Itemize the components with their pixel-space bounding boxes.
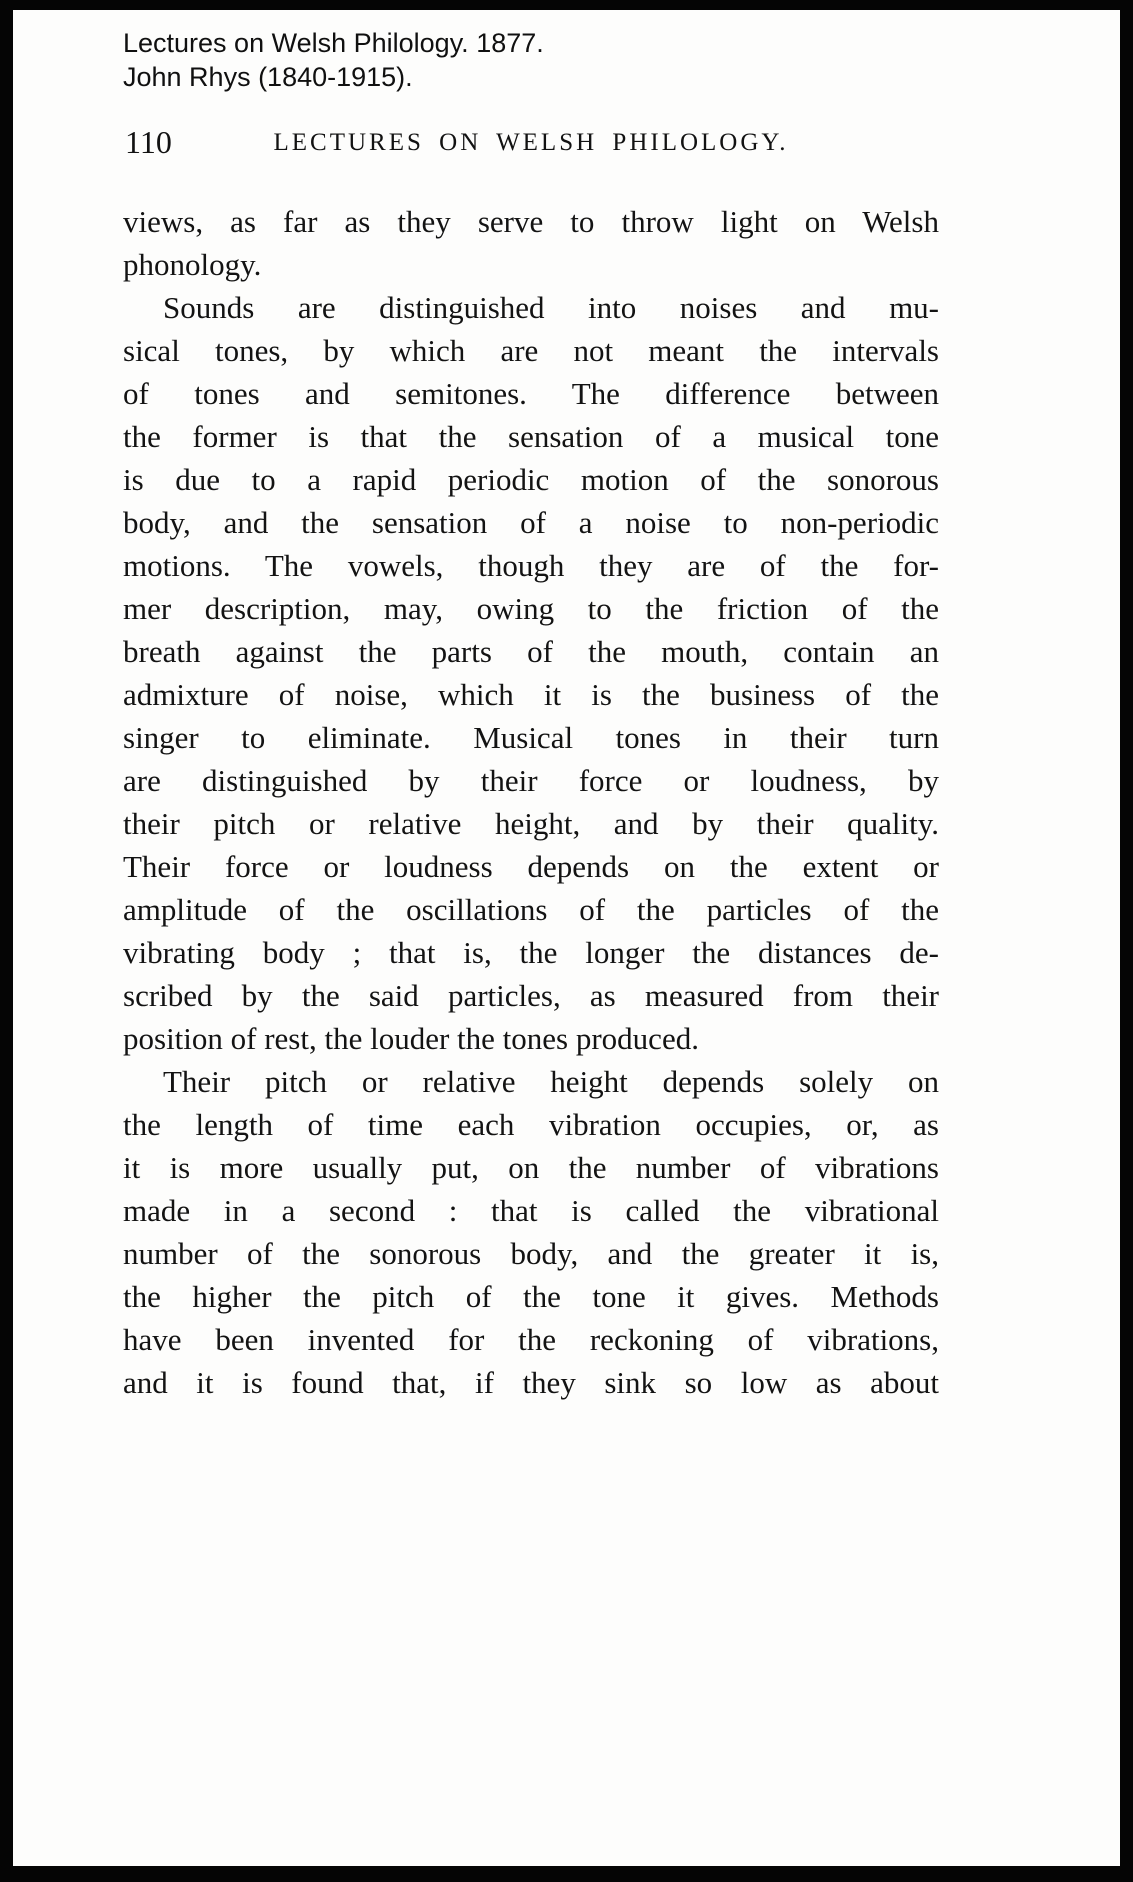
text-line: singer to eliminate. Musical tones in their turn <box>123 720 939 755</box>
book-page <box>13 10 1120 1866</box>
text-line: vibrating body ; that is, the longer the distances de- <box>123 935 939 970</box>
text-line: are distinguished by their force or loudness, by <box>123 763 939 798</box>
paragraph <box>123 286 939 1060</box>
running-title: LECTURES ON WELSH PHILOLOGY. <box>273 129 789 156</box>
page-content <box>123 10 939 1404</box>
text-line: Their pitch or relative height depends solely on <box>163 1064 939 1099</box>
page-header <box>123 124 939 164</box>
text-line: amplitude of the oscillations of the particles of the <box>123 892 939 927</box>
text-line: Their force or loudness depends on the extent or <box>123 849 939 884</box>
text-line: mer description, may, owing to the friction of the <box>123 591 939 626</box>
text-line: the higher the pitch of the tone it gives. Methods <box>123 1279 939 1314</box>
text-line: phonology. <box>123 247 262 282</box>
paragraph <box>123 200 939 286</box>
text-line: Sounds are distinguished into noises and mu- <box>163 290 939 325</box>
text-line: position of rest, the louder the tones produced. <box>123 1021 699 1056</box>
text-line: their pitch or relative height, and by their quality. <box>123 806 939 841</box>
body-text <box>123 200 939 1404</box>
source-title: Lectures on Welsh Philology. 1877. <box>123 28 544 58</box>
text-line: made in a second : that is called the vibrational <box>123 1193 939 1228</box>
text-line: and it is found that, if they sink so low as about <box>123 1365 939 1400</box>
paragraph <box>123 1060 939 1404</box>
text-line: sical tones, by which are not meant the intervals <box>123 333 939 368</box>
text-line: it is more usually put, on the number of vibrations <box>123 1150 939 1185</box>
text-line: body, and the sensation of a noise to non-periodic <box>123 505 939 540</box>
text-line: the former is that the sensation of a musical tone <box>123 419 939 454</box>
text-line: admixture of noise, which it is the business of the <box>123 677 939 712</box>
text-line: is due to a rapid periodic motion of the sonorous <box>123 462 939 497</box>
text-line: have been invented for the reckoning of vibrations, <box>123 1322 939 1357</box>
text-line: number of the sonorous body, and the greater it is, <box>123 1236 939 1271</box>
text-line: motions. The vowels, though they are of the for- <box>123 548 939 583</box>
text-line: scribed by the said particles, as measured from their <box>123 978 939 1013</box>
page-number: 110 <box>125 124 172 160</box>
text-line: of tones and semitones. The difference between <box>123 376 939 411</box>
text-line: views, as far as they serve to throw light on Welsh <box>123 204 939 239</box>
text-line: breath against the parts of the mouth, contain an <box>123 634 939 669</box>
text-line: the length of time each vibration occupies, or, as <box>123 1107 939 1142</box>
source-metadata <box>123 10 939 94</box>
source-author: John Rhys (1840-1915). <box>123 62 413 92</box>
